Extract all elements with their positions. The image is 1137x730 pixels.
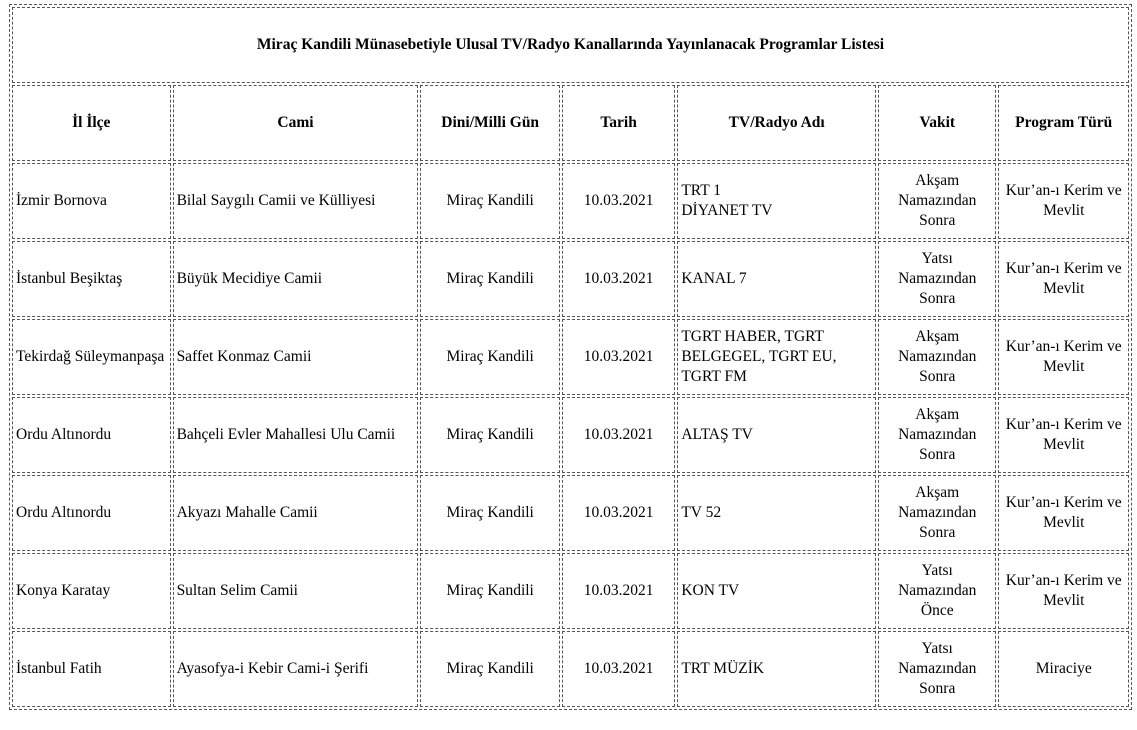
table-row [12, 163, 1129, 239]
cell-gun: Miraç Kandili [420, 631, 560, 707]
cell-kanal: ALTAŞ TV [677, 397, 876, 473]
cell-il-ilce: İzmir Bornova [12, 163, 171, 239]
cell-tarih: 10.03.2021 [562, 475, 675, 551]
table-row [12, 475, 1129, 551]
title-row [12, 7, 1129, 83]
cell-vakit: Yatsı Namazından Sonra [878, 631, 996, 707]
column-header-tur: Program Türü [998, 85, 1129, 161]
cell-cami: Saffet Konmaz Camii [173, 319, 419, 395]
cell-il-ilce: Tekirdağ Süleymanpaşa [12, 319, 171, 395]
cell-gun: Miraç Kandili [420, 397, 560, 473]
cell-kanal: TGRT HABER, TGRT BELGEGEL, TGRT EU, TGRT FM [677, 319, 876, 395]
cell-gun: Miraç Kandili [420, 319, 560, 395]
cell-cami: Büyük Mecidiye Camii [173, 241, 419, 317]
column-header-vakit: Vakit [878, 85, 996, 161]
cell-kanal: TRT 1 DİYANET TV [677, 163, 876, 239]
cell-tur: Kur’an-ı Kerim ve Mevlit [998, 553, 1129, 629]
cell-tarih: 10.03.2021 [562, 397, 675, 473]
cell-tur: Kur’an-ı Kerim ve Mevlit [998, 475, 1129, 551]
document-title: Miraç Kandili Münasebetiyle Ulusal TV/Radyo Kanallarında Yayınlanacak Programlar Listesi [12, 7, 1129, 83]
cell-il-ilce: İstanbul Beşiktaş [12, 241, 171, 317]
cell-il-ilce: Ordu Altınordu [12, 397, 171, 473]
cell-cami: Akyazı Mahalle Camii [173, 475, 419, 551]
cell-tur: Kur’an-ı Kerim ve Mevlit [998, 397, 1129, 473]
cell-gun: Miraç Kandili [420, 241, 560, 317]
cell-cami: Sultan Selim Camii [173, 553, 419, 629]
cell-cami: Ayasofya-i Kebir Cami-i Şerifi [173, 631, 419, 707]
cell-cami: Bilal Saygılı Camii ve Külliyesi [173, 163, 419, 239]
cell-gun: Miraç Kandili [420, 163, 560, 239]
cell-gun: Miraç Kandili [420, 553, 560, 629]
column-header-il-ilce: İl İlçe [12, 85, 171, 161]
program-list-document [9, 4, 1132, 710]
cell-vakit: Akşam Namazından Sonra [878, 397, 996, 473]
cell-tarih: 10.03.2021 [562, 631, 675, 707]
column-header-kanal: TV/Radyo Adı [677, 85, 876, 161]
cell-vakit: Yatsı Namazından Önce [878, 553, 996, 629]
cell-vakit: Akşam Namazından Sonra [878, 319, 996, 395]
cell-il-ilce: Konya Karatay [12, 553, 171, 629]
table-row [12, 631, 1129, 707]
program-schedule-table [9, 4, 1132, 710]
column-header-gun: Dini/Milli Gün [420, 85, 560, 161]
cell-tur: Kur’an-ı Kerim ve Mevlit [998, 319, 1129, 395]
cell-tur: Kur’an-ı Kerim ve Mevlit [998, 163, 1129, 239]
header-row [12, 85, 1129, 161]
cell-vakit: Akşam Namazından Sonra [878, 475, 996, 551]
table-row [12, 553, 1129, 629]
cell-tur: Kur’an-ı Kerim ve Mevlit [998, 241, 1129, 317]
table-row [12, 397, 1129, 473]
column-header-tarih: Tarih [562, 85, 675, 161]
cell-tur: Miraciye [998, 631, 1129, 707]
cell-vakit: Yatsı Namazından Sonra [878, 241, 996, 317]
cell-il-ilce: Ordu Altınordu [12, 475, 171, 551]
cell-kanal: KON TV [677, 553, 876, 629]
cell-tarih: 10.03.2021 [562, 241, 675, 317]
column-header-cami: Cami [173, 85, 419, 161]
cell-il-ilce: İstanbul Fatih [12, 631, 171, 707]
cell-gun: Miraç Kandili [420, 475, 560, 551]
cell-tarih: 10.03.2021 [562, 553, 675, 629]
table-row [12, 319, 1129, 395]
cell-vakit: Akşam Namazından Sonra [878, 163, 996, 239]
cell-kanal: TRT MÜZİK [677, 631, 876, 707]
cell-kanal: TV 52 [677, 475, 876, 551]
cell-tarih: 10.03.2021 [562, 163, 675, 239]
cell-kanal: KANAL 7 [677, 241, 876, 317]
table-row [12, 241, 1129, 317]
cell-tarih: 10.03.2021 [562, 319, 675, 395]
cell-cami: Bahçeli Evler Mahallesi Ulu Camii [173, 397, 419, 473]
